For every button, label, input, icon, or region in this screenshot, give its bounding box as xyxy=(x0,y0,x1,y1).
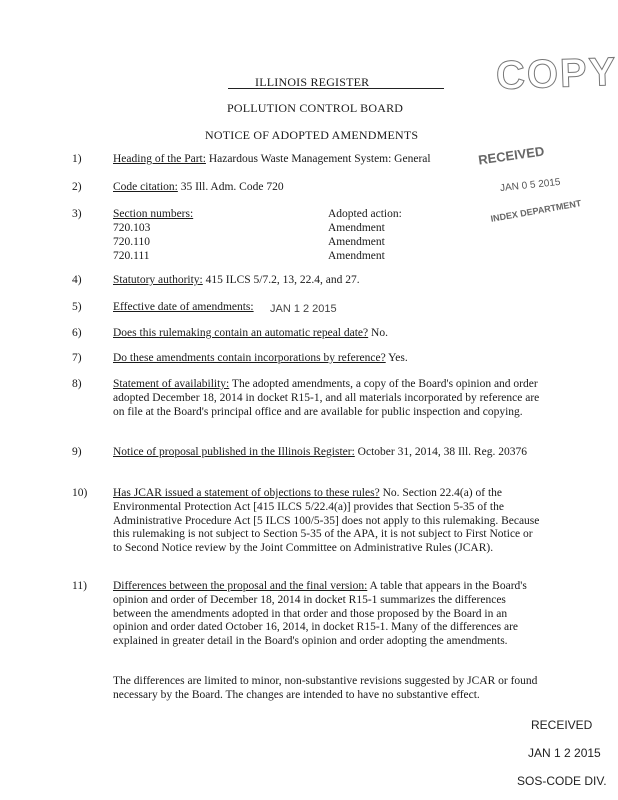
item-number: 9) xyxy=(72,446,82,458)
item-number: 3) xyxy=(72,208,82,220)
item-label: Has JCAR issued a statement of objections to these rules? xyxy=(113,487,380,499)
item-label: Do these amendments contain incorporations by reference? xyxy=(113,352,386,364)
item-label: Notice of proposal published in the Illinois Register: xyxy=(113,446,355,458)
item-text: Yes. xyxy=(385,352,408,364)
sos-code-stamp: SOS-CODE DIV. xyxy=(517,774,607,788)
item-text: 35 Ill. Adm. Code 720 xyxy=(177,181,284,193)
item-text: No. Section 22.4(a) of the Environmental Protection Act [415 ILCS 5/22.4(a)] provides that Section 5-35 of the Administrative Procedure Act [5 ILCS 100/5-35] does not apply to this rulemaking. Because this rulemaking is not subject to Section 5-35 of the APA, it is not subject to First Notice or to Second Notice review by the Joint Committee on Administrative Rules (JCAR). xyxy=(113,487,540,555)
effective-date-stamp: JAN 1 2 2015 xyxy=(270,303,337,315)
item-text: 415 ILCS 5/7.2, 13, 22.4, and 27. xyxy=(202,274,360,286)
section-action: Amendment xyxy=(328,222,385,234)
item-heading xyxy=(113,153,431,167)
copy-stamp: COPY xyxy=(495,49,618,99)
item-text: No. xyxy=(368,327,388,339)
section-number: 720.111 xyxy=(113,250,150,262)
item-label: Differences between the proposal and the final version: xyxy=(113,580,368,592)
item-label: Effective date of amendments: xyxy=(113,301,254,313)
item-number: 5) xyxy=(72,301,82,313)
item-number: 6) xyxy=(72,327,82,339)
item-label: Section numbers: xyxy=(113,208,194,220)
item-effective-date xyxy=(113,301,254,315)
item-repeal-date xyxy=(113,327,388,341)
secretary-stamp: INDEX DEPARTMENT xyxy=(489,198,583,224)
section-action: Amendment xyxy=(328,250,385,262)
item-label: Code citation: xyxy=(113,181,178,193)
item-text: The adopted amendments, a copy of the Board's opinion and order adopted December 18, 2014 in docket R15-1, and all materials incorporated by reference are on file at the Board's principal office and are available for public inspection and copying. xyxy=(113,378,540,418)
closing-note: The differences are limited to minor, non-substantive revisions suggested by JCAR or found necessary by the Board. The changes are intended to have no substantive effect. xyxy=(113,675,538,701)
section-number: 720.103 xyxy=(113,222,151,234)
item-number: 11) xyxy=(72,580,87,592)
received-date-stamp: JAN 1 2 2015 xyxy=(528,746,601,760)
item-availability xyxy=(113,378,541,419)
register-title: ILLINOIS REGISTER xyxy=(255,75,370,89)
item-text: A table that appears in the Board's opinion and order of December 18, 2014 in docket R15-1 summarizes the differences between the amendments adopted in that order and those proposed by the Board in an opinion and order dated October 16, 2014, in docket R15-1. Many of the differences are explained in greater detail in the Board's opinion and order adopting the amendments. xyxy=(113,580,527,648)
register-rule xyxy=(228,88,444,89)
item-text: October 31, 2014, 38 Ill. Reg. 20376 xyxy=(354,446,527,458)
item-incorporations xyxy=(113,352,408,366)
item-label: Heading of the Part: xyxy=(113,153,206,165)
item-number: 10) xyxy=(72,487,88,499)
section-action: Amendment xyxy=(328,236,385,248)
item-label: Statutory authority: xyxy=(113,274,203,286)
item-text: Hazardous Waste Management System: General xyxy=(205,153,431,165)
received-stamp: RECEIVED xyxy=(531,718,593,732)
adopted-action-header: Adopted action: xyxy=(328,208,402,220)
notice-title: NOTICE OF ADOPTED AMENDMENTS xyxy=(205,128,419,142)
item-number: 7) xyxy=(72,352,82,364)
item-section-numbers xyxy=(113,208,193,222)
item-jcar xyxy=(113,487,541,556)
item-number: 2) xyxy=(72,181,82,193)
filed-stamp: RECEIVED xyxy=(477,143,546,168)
item-number: 1) xyxy=(72,153,82,165)
item-statutory-authority xyxy=(113,274,360,288)
item-notice-proposal xyxy=(113,446,541,460)
section-number: 720.110 xyxy=(113,236,150,248)
item-differences xyxy=(113,580,541,649)
board-title: POLLUTION CONTROL BOARD xyxy=(227,101,404,115)
item-number: 4) xyxy=(72,274,82,286)
item-number: 8) xyxy=(72,378,82,390)
item-code-citation xyxy=(113,181,284,195)
filed-date-stamp: JAN 0 5 2015 xyxy=(499,176,562,195)
item-label: Statement of availability: xyxy=(113,378,230,390)
item-label: Does this rulemaking contain an automatic repeal date? xyxy=(113,327,369,339)
